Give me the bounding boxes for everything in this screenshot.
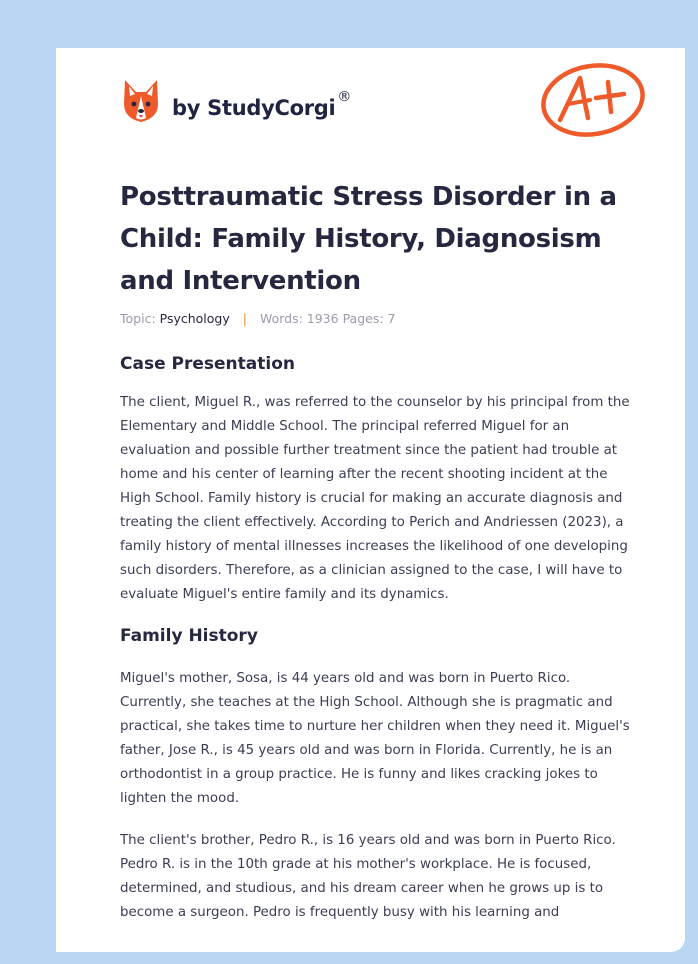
page-count: Pages: 7 xyxy=(342,311,396,326)
brand-name: by StudyCorgi ® xyxy=(172,89,352,120)
meta-separator: | xyxy=(242,311,247,326)
section-heading-family-history: Family History xyxy=(120,626,258,646)
document-page xyxy=(56,48,685,952)
topic-link[interactable]: Psychology xyxy=(159,311,230,326)
word-count: Words: 1936 xyxy=(259,311,339,326)
essay-meta xyxy=(120,311,396,326)
corgi-icon xyxy=(122,78,160,124)
section-heading-case-presentation: Case Presentation xyxy=(120,354,295,374)
studycorgi-logo[interactable] xyxy=(122,76,351,126)
registered-mark: ® xyxy=(337,89,352,105)
paragraph: The client's brother, Pedro R., is 16 years old and was born in Puerto Rico. Pedro R. is in the 10th grade at his mother's workplace. He is focused, determined, and studious, and his dream career when he grows up is to become a surgeon. Pedro is frequently busy with his learning and xyxy=(120,833,616,920)
paragraph: The client, Miguel R., was referred to the counselor by his principal from the Elementary and Middle School. The principal referred Miguel for an evaluation and possible further treatment since the patient had trouble at home and his center of learning after the recent shooting incident at the High School. Family history is crucial for making an accurate diagnosis and treating the client effectively. According to Perich and Andriessen (2023), a family history of mental illnesses increases the likelihood of one developing such disorders. Therefore, as a clinician assigned to the case, I will have to evaluate Miguel's entire family and its dynamics. xyxy=(120,395,630,602)
essay-title: Posttraumatic Stress Disorder in a Child: Family History, Diagnosism and Intervention xyxy=(120,182,617,296)
paragraph: Miguel's mother, Sosa, is 44 years old and was born in Puerto Rico. Currently, she teaches at the High School. Although she is pragmatic and practical, she takes time to nurture her children when they need it. Miguel's father, Jose R., is 45 years old and was born in Florida. Currently, he is an orthodontist in a group practice. He is funny and likes cracking jokes to lighten the mood. xyxy=(120,671,630,806)
a-plus-grade-stamp xyxy=(538,58,648,138)
topic-label: Topic: xyxy=(120,311,156,326)
